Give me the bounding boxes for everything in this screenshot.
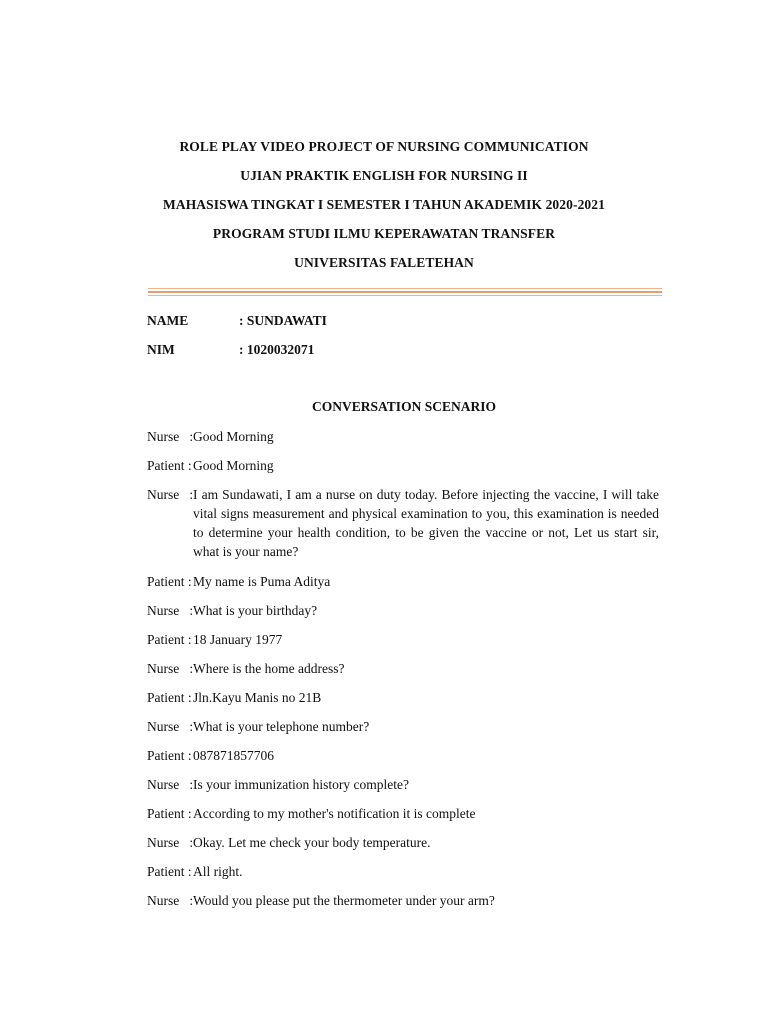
speaker-label: Patient : [147, 632, 192, 647]
speaker-label: Patient : [147, 690, 192, 705]
dialogue-line [147, 427, 659, 446]
dialogue-line [147, 485, 659, 561]
header-line-5: UNIVERSITAS FALETEHAN [294, 255, 474, 270]
dialogue-line [147, 775, 659, 794]
name-row [147, 313, 327, 329]
utterance-text: My name is Puma Aditya [193, 574, 331, 589]
conversation-title: CONVERSATION SCENARIO [312, 399, 496, 414]
dialogue-line [147, 659, 659, 678]
dialogue-line [147, 804, 659, 823]
utterance-text: Where is the home address? [193, 661, 345, 676]
nim-value: : 1020032071 [239, 342, 315, 357]
speaker-label: Nurse : [147, 719, 194, 734]
dialogue-line [147, 688, 659, 707]
header-line-4: PROGRAM STUDI ILMU KEPERAWATAN TRANSFER [212, 226, 556, 241]
utterance-text: All right. [193, 864, 243, 879]
utterance-text: According to my mother's notification it is complete [193, 806, 476, 821]
speaker-label: Patient : [147, 458, 192, 473]
utterance-text: Is your immunization history complete? [193, 777, 409, 792]
speaker-label: Nurse : [147, 487, 194, 502]
utterance-text: Jln.Kayu Manis no 21B [193, 690, 322, 705]
header-line-1: ROLE PLAY VIDEO PROJECT OF NURSING COMMUNICATION [179, 139, 589, 154]
nim-row [147, 342, 315, 358]
speaker-label: Nurse : [147, 603, 194, 618]
utterance-text: Would you please put the thermometer under your arm? [193, 893, 495, 908]
speaker-label: Nurse : [147, 835, 194, 850]
speaker-label: Nurse : [147, 893, 194, 908]
dialogue-line [147, 891, 659, 910]
dialogue-line [147, 746, 659, 765]
dialogue-line [147, 601, 659, 620]
utterance-text: Okay. Let me check your body temperature. [193, 835, 431, 850]
speaker-label: Patient : [147, 748, 192, 763]
header-line-2: UJIAN PRAKTIK ENGLISH FOR NURSING II [240, 168, 528, 183]
speaker-label: Patient : [147, 864, 192, 879]
utterance-text: I am Sundawati, I am a nurse on duty today. Before injecting the vaccine, I will take vital signs measurement and physical examination to you, this examination is needed to determine your health condition, to be given the vaccine or not, Let us start sir, what is your name? [193, 487, 659, 559]
decorative-divider [148, 284, 662, 300]
header-line-3: MAHASISWA TINGKAT I SEMESTER I TAHUN AKADEMIK 2020-2021 [163, 197, 605, 212]
dialogue-line [147, 833, 659, 852]
utterance-text: Good Morning [193, 458, 274, 473]
dialogue-line [147, 572, 659, 591]
nim-label: NIM [147, 342, 175, 357]
speaker-label: Nurse : [147, 429, 194, 444]
speaker-label: Nurse : [147, 661, 194, 676]
speaker-label: Patient : [147, 806, 192, 821]
dialogue-line [147, 456, 659, 475]
utterance-text: Good Morning [193, 429, 274, 444]
speaker-label: Patient : [147, 574, 192, 589]
name-label: NAME [147, 313, 189, 328]
utterance-text: What is your telephone number? [193, 719, 370, 734]
name-value: : SUNDAWATI [239, 313, 327, 328]
utterance-text: 18 January 1977 [193, 632, 283, 647]
utterance-text: What is your birthday? [193, 603, 318, 618]
dialogue-line [147, 630, 659, 649]
utterance-text: 087871857706 [193, 748, 274, 763]
dialogue-line [147, 717, 659, 736]
speaker-label: Nurse : [147, 777, 194, 792]
dialogue-line [147, 862, 659, 881]
